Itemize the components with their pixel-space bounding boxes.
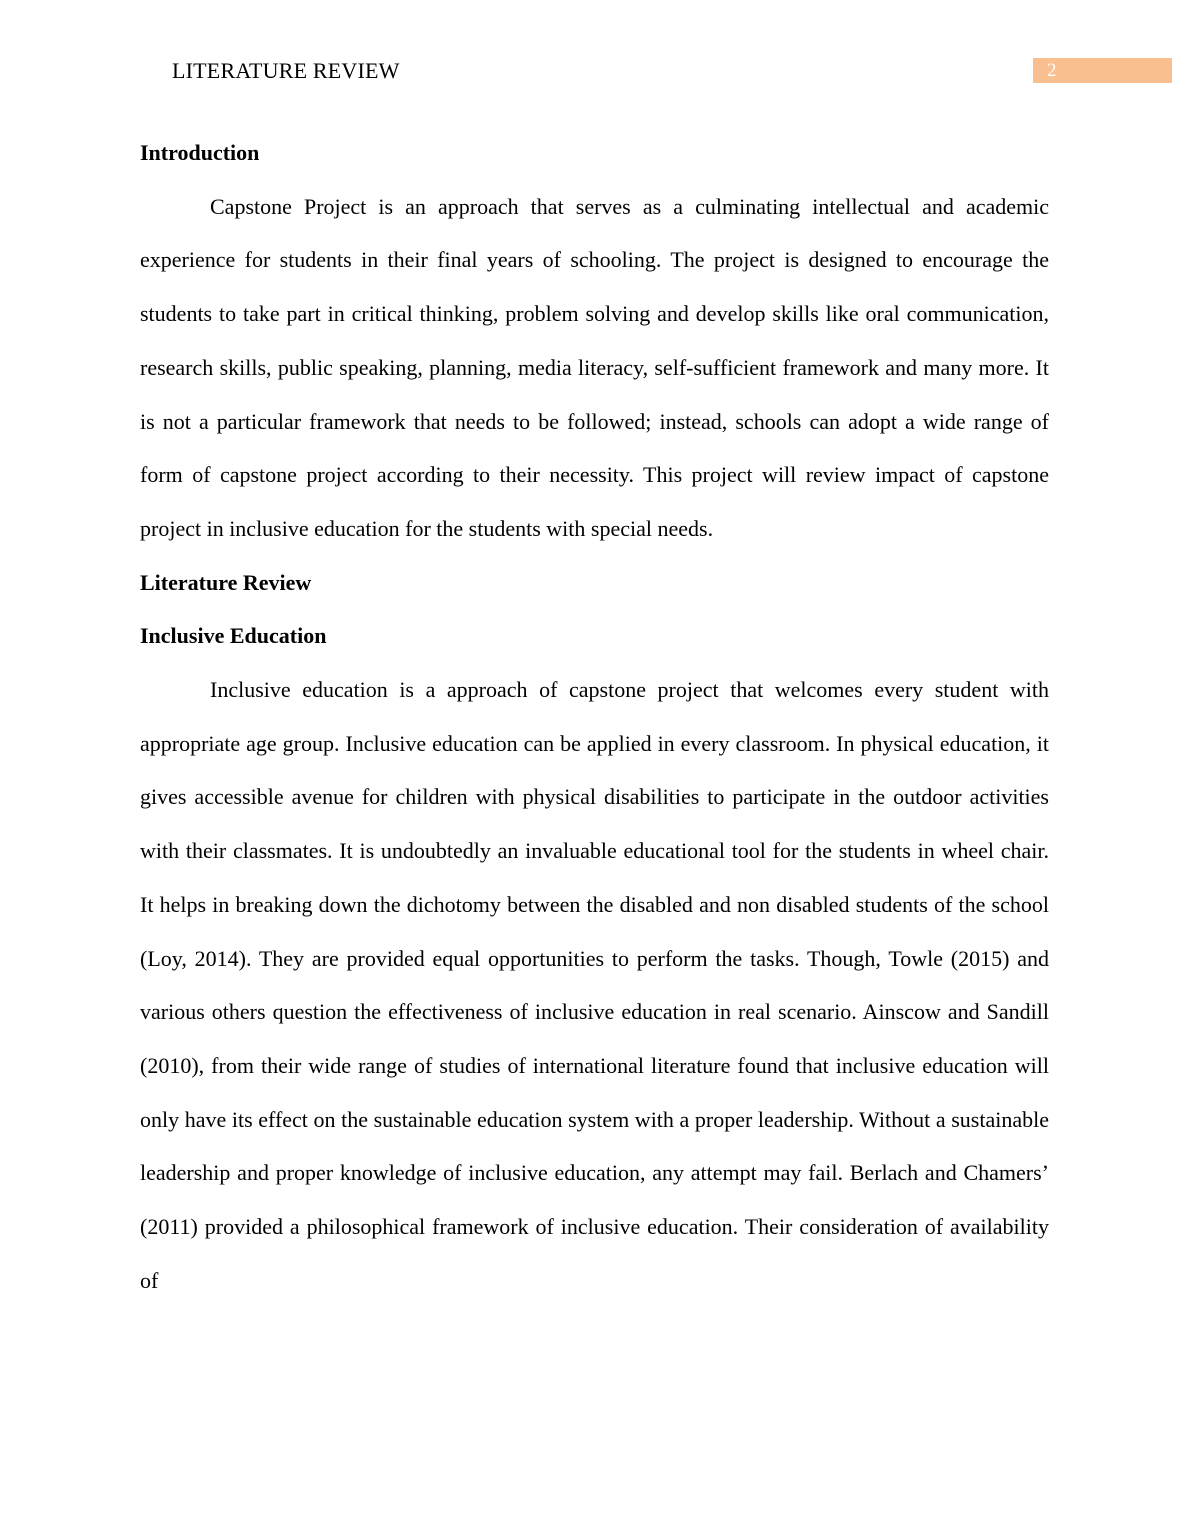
introduction-heading: Introduction bbox=[140, 140, 260, 165]
document-body bbox=[140, 126, 1049, 1307]
inclusive-education-paragraph: Inclusive education is a approach of capstone project that welcomes every student with appropriate age group. Inclusive education can be applied in every classroom. In physical education, it gives accessible avenue for children with physical disabilities to participate in the outdoor activities with their classmates. It is undoubtedly an invaluable educational tool for the students in wheel chair. It helps in breaking down the dichotomy between the disabled and non disabled students of the school (Loy, 2014). They are provided equal opportunities to perform the tasks. Though, Towle (2015) and various others question the effectiveness of inclusive education in real scenario. Ainscow and Sandill (2010), from their wide range of studies of international literature found that inclusive education will only have its effect on the sustainable education system with a proper leadership. Without a sustainable leadership and proper knowledge of inclusive education, any attempt may fail. Berlach and Chamers’ (2011) provided a philosophical framework of inclusive education. Their consideration of availability of bbox=[140, 677, 1049, 1293]
inclusive-education-heading: Inclusive Education bbox=[140, 623, 327, 649]
running-head: LITERATURE REVIEW bbox=[172, 58, 400, 83]
page-number: 2 bbox=[1047, 60, 1057, 81]
literature-review-heading: Literature Review bbox=[140, 569, 312, 595]
introduction-paragraph: Capstone Project is an approach that serves as a culminating intellectual and academic experience for students in their final years of schooling. The project is designed to encourage the students to take part in critical thinking, problem solving and develop skills like oral communication, research skills, public speaking, planning, media literacy, self-sufficient framework and many more. It is not a particular framework that needs to be followed; instead, schools can adopt a wide range of form of capstone project according to their necessity. This project will review impact of capstone project in inclusive education for the students with special needs. bbox=[140, 193, 1049, 541]
page-number-box bbox=[1033, 58, 1172, 83]
